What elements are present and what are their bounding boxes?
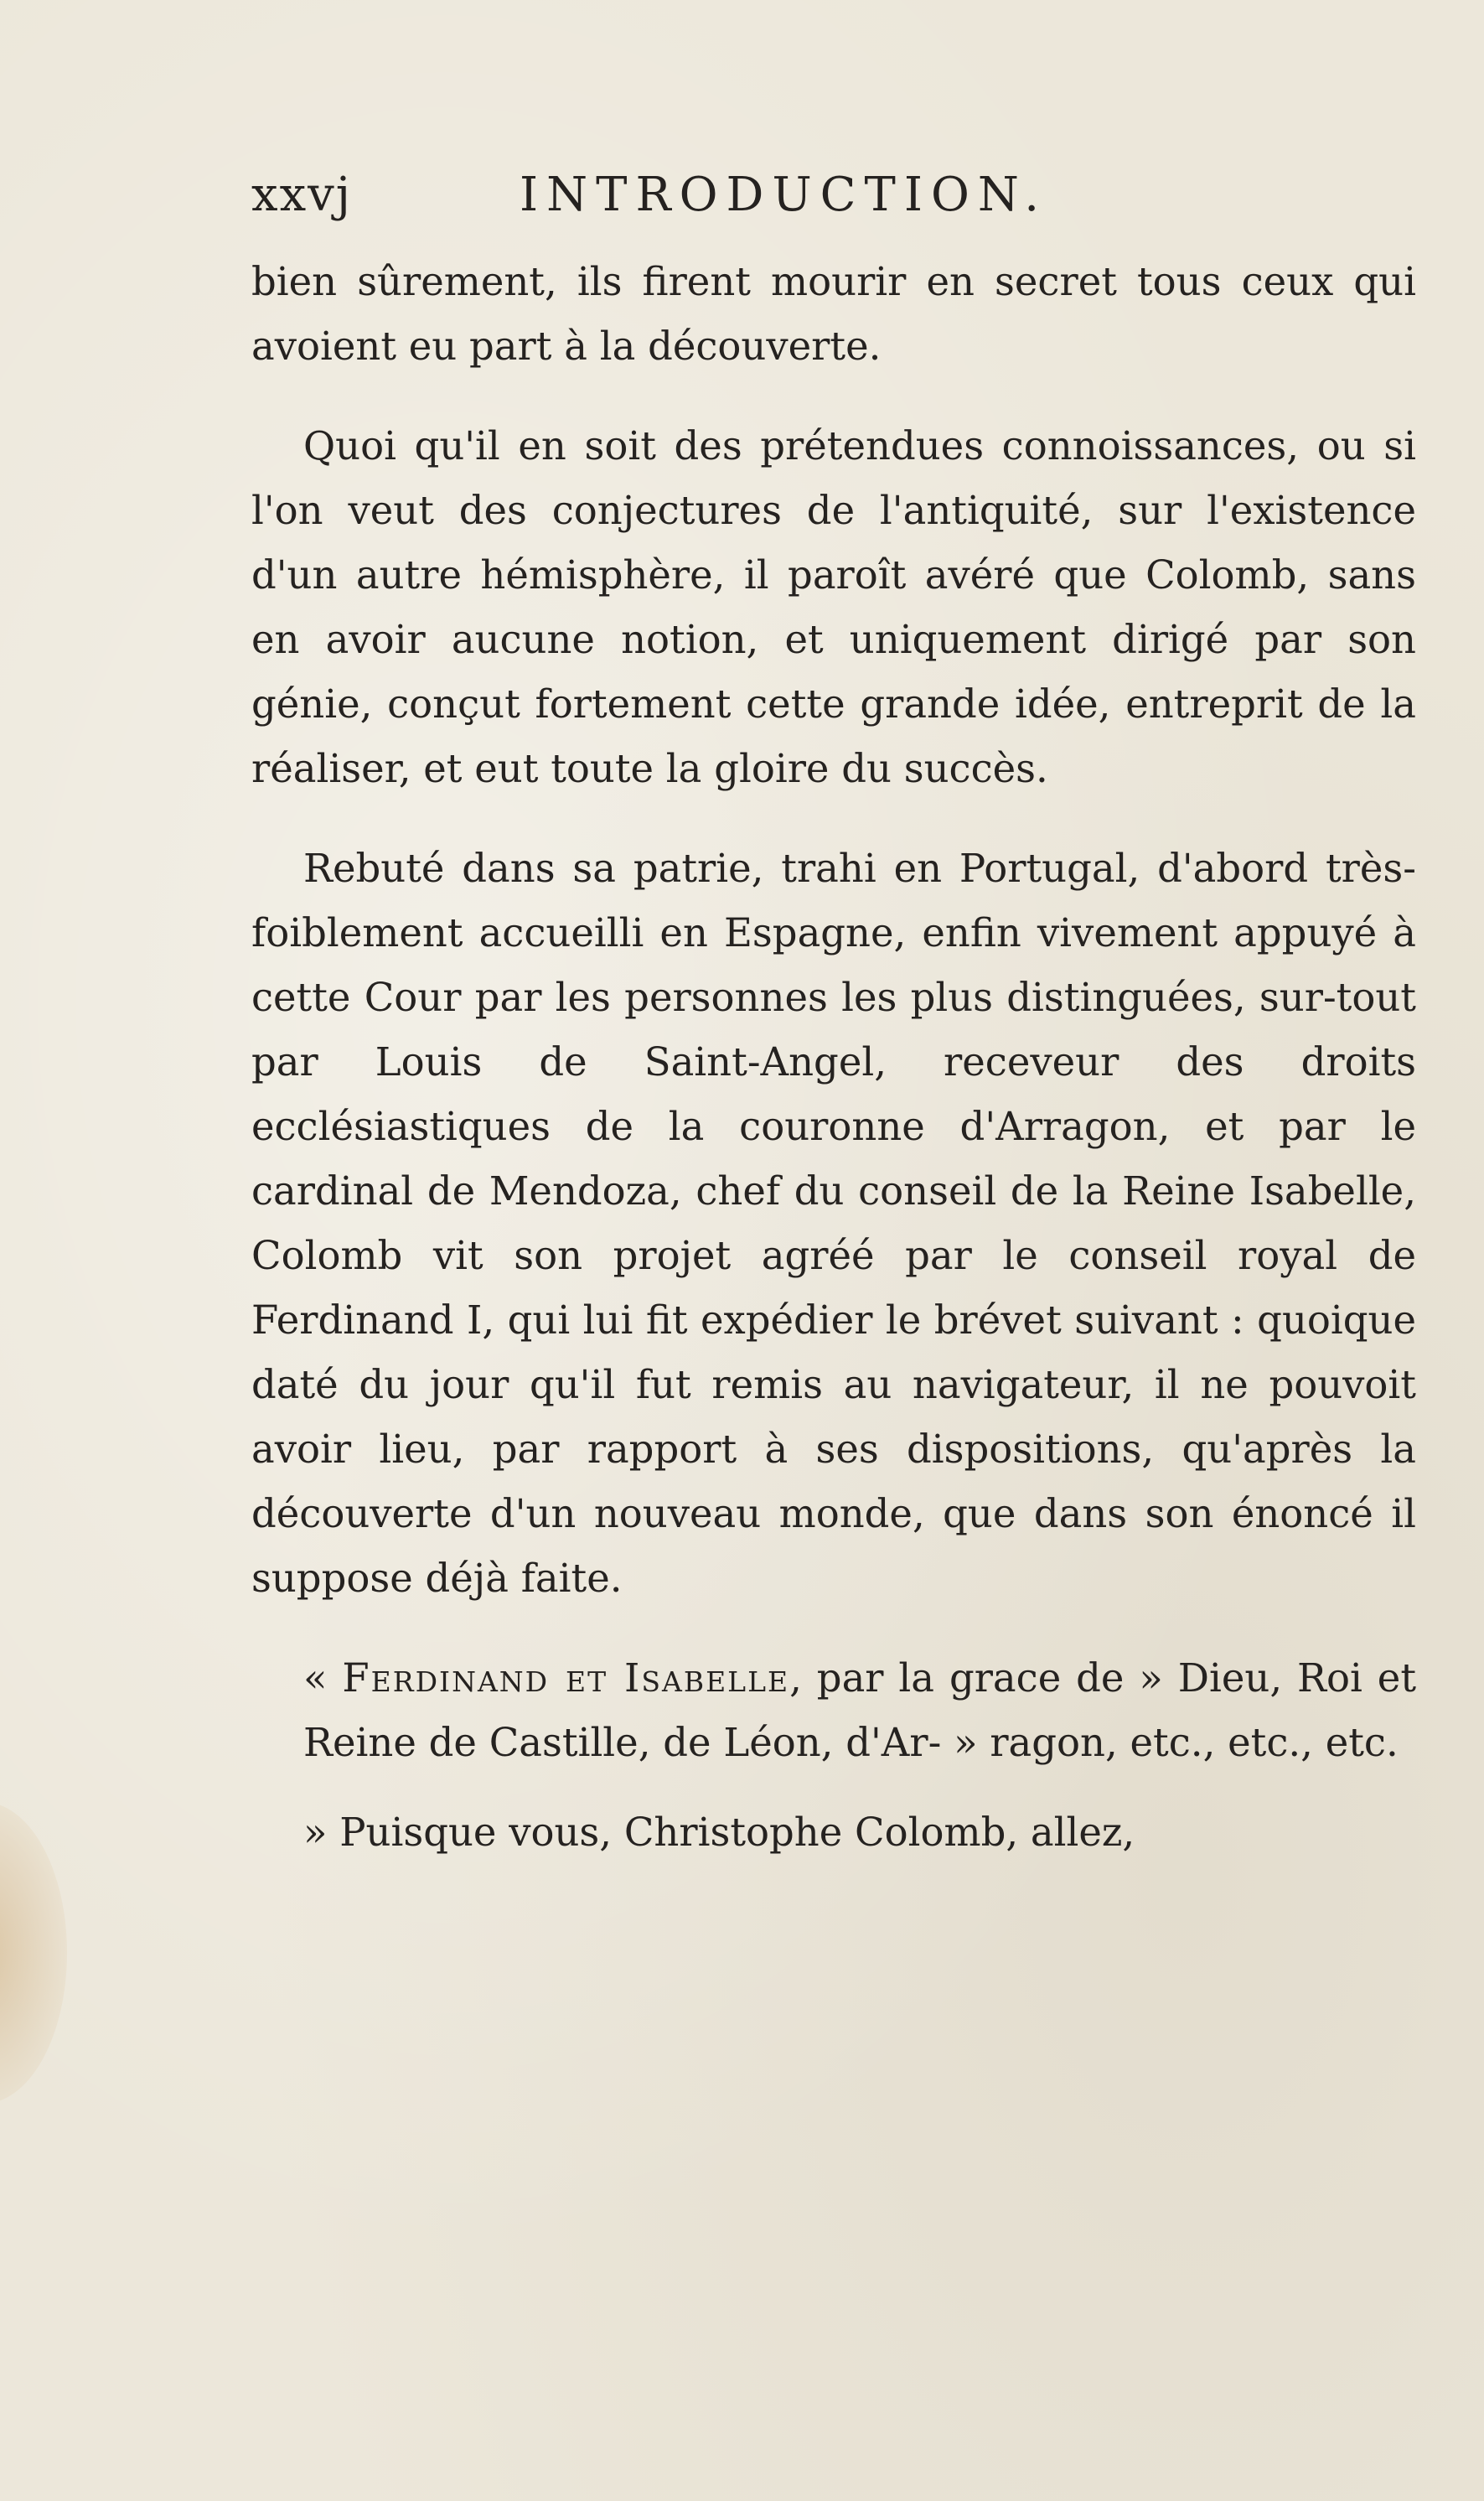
quote-salutation-rest: , par la grace de » Dieu, Roi et Reine de Castille, de Léon, d'Ar- » ragon, etc., etc., etc.	[303, 1655, 1417, 1765]
quote-puisque: » Puisque vous, Christophe Colomb, allez,	[303, 1810, 1135, 1855]
quote-open-mark: «	[303, 1655, 343, 1701]
quote-sovereigns: Ferdinand et Isabelle	[342, 1655, 790, 1701]
running-head	[251, 168, 1416, 243]
running-title: INTRODUCTION.	[520, 168, 1048, 222]
quote-salutation	[251, 1646, 1416, 1775]
page-number: xxvj	[251, 168, 353, 222]
paper-stain	[0, 1802, 67, 2104]
paragraph-rebute: Rebuté dans sa patrie, trahi en Portugal, d'abord très-foiblement accueilli en Espagne, enfin vivement appuyé à cette Cour par les personnes les plus distinguées, sur-tout par Louis de Saint-Angel, receveur des droits ecclésiastiques de la couronne d'Arragon, et par le cardinal de Mendoza, chef du conseil de la Reine Isabelle, Colomb vit son projet agréé par le conseil royal de Ferdinand I, qui lui fit expédier le brévet suivant : quoique daté du jour qu'il fut remis au navigateur, il ne pouvoit avoir lieu, par rapport à ses dispositions, qu'après la découverte d'un nouveau monde, que dans son énoncé il suppose déjà faite.	[251, 846, 1416, 1601]
paragraph-colomb-idea: Quoi qu'il en soit des prétendues connoissances, ou si l'on veut des conjectures de l'antiquité, sur l'existence d'un autre hémisphère, il paroît avéré que Colomb, sans en avoir aucune notion, et uniquement dirigé par son génie, conçut fortement cette grande idée, entreprit de la réaliser, et eut toute la gloire du succès.	[251, 423, 1416, 791]
paragraph-continuation: bien sûrement, ils firent mourir en secret tous ceux qui avoient eu part à la découverte.	[251, 259, 1416, 369]
text-block	[251, 168, 1416, 1865]
